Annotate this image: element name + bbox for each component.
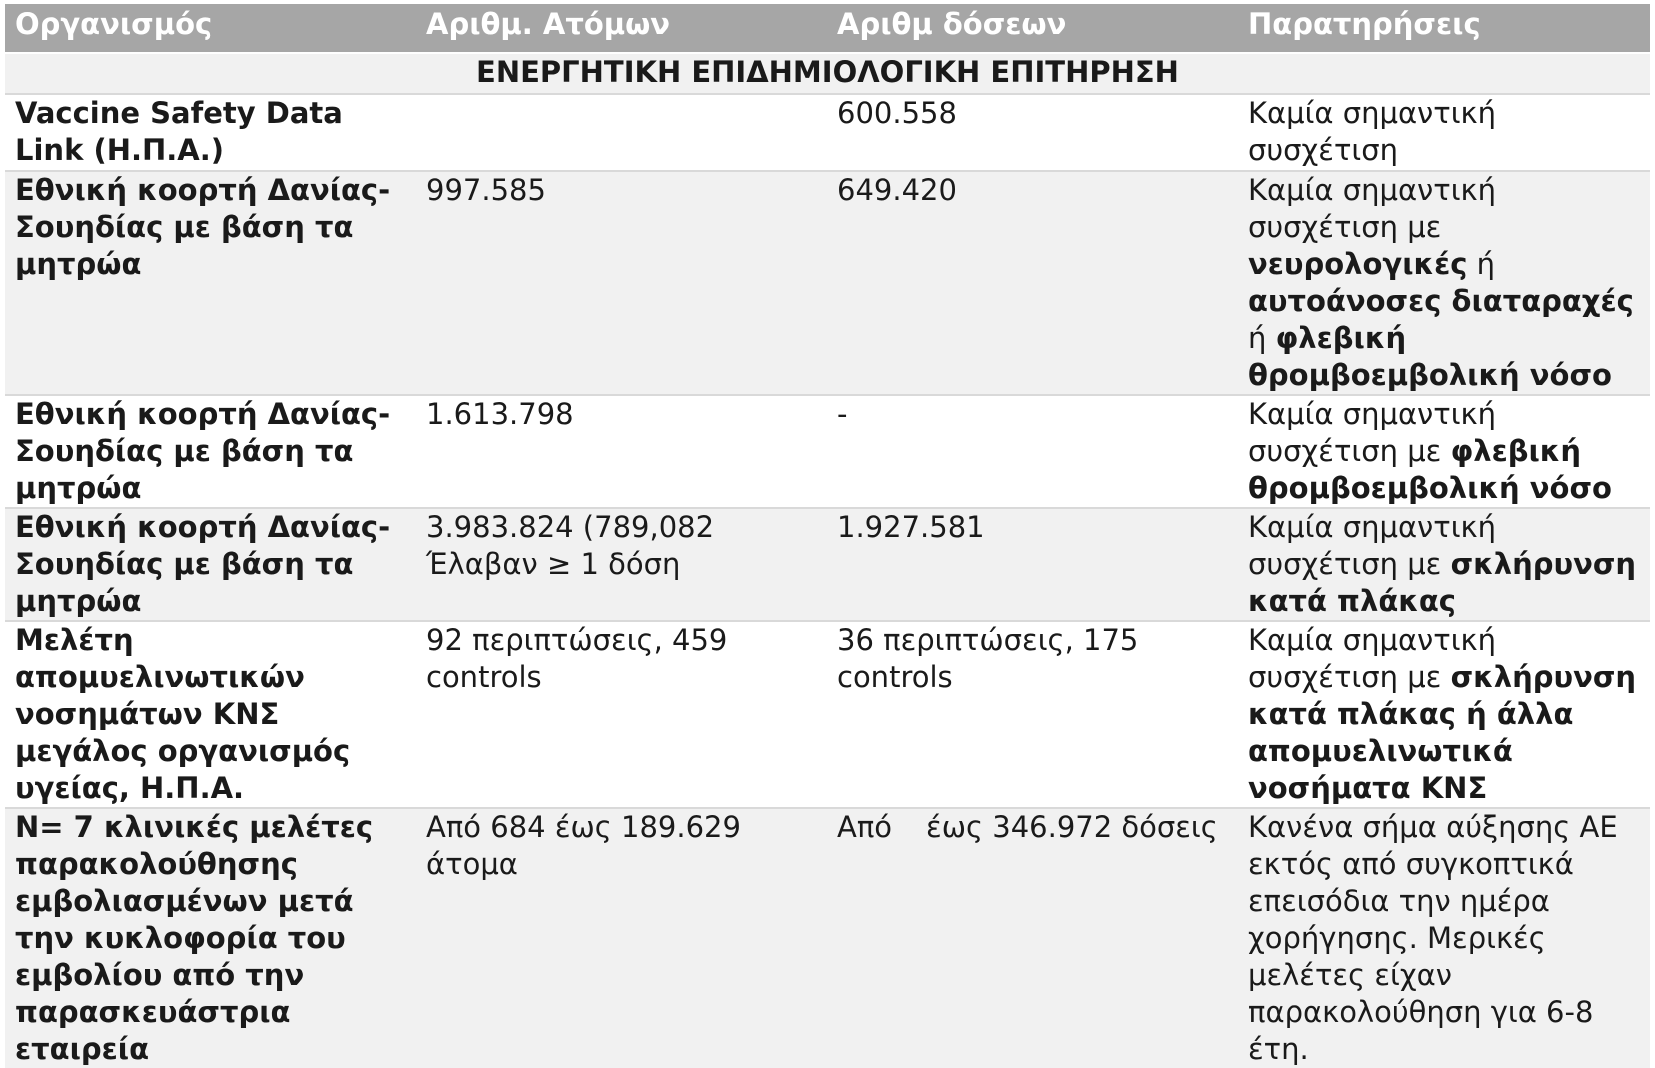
surveillance-table — [5, 4, 1650, 1068]
cell-remarks — [1238, 508, 1650, 621]
cell-doses: - — [827, 395, 1238, 508]
cell-organism: N= 7 κλινικές μελέτες παρακολούθησης εμβολιασμένων μετά την κυκλοφορία του εμβολίου από την παρασκευάστρια εταιρεία — [5, 808, 416, 1068]
cell-doses — [827, 808, 1238, 1068]
cell-persons: 997.585 — [416, 171, 827, 395]
cell-persons: 92 περιπτώσεις, 459 controls — [416, 621, 827, 808]
section-row — [5, 53, 1650, 94]
remarks-text: ή — [1467, 247, 1496, 281]
remarks-text: Καμία σημαντική συσχέτιση με — [1248, 623, 1497, 694]
cell-persons: 1.613.798 — [416, 395, 827, 508]
remarks-text: ή — [1248, 321, 1276, 355]
doses-text: έως 346.972 δόσεις — [926, 810, 1218, 844]
remarks-emphasis: αυτοάνοσες διαταραχές — [1248, 284, 1634, 318]
cell-remarks — [1238, 621, 1650, 808]
header-doses: Αριθμ δόσεων — [827, 4, 1238, 53]
doses-text: Από — [837, 810, 893, 844]
remarks-emphasis: σκλήρυνση κατά πλάκας — [1248, 547, 1637, 618]
cell-organism: Εθνική κοορτή Δανίας-Σουηδίας με βάση τα μητρώα — [5, 395, 416, 508]
table-row — [5, 171, 1650, 395]
cell-organism: Μελέτη απομυελινωτικών νοσημάτων ΚΝΣ μεγάλος οργανισμός υγείας, Η.Π.Α. — [5, 621, 416, 808]
cell-organism: Εθνική κοορτή Δανίας-Σουηδίας με βάση τα μητρώα — [5, 508, 416, 621]
remarks-emphasis: φλεβική θρομβοεμβολική νόσο — [1248, 434, 1612, 505]
table-row — [5, 808, 1650, 1068]
table-row — [5, 395, 1650, 508]
cell-remarks: Καμία σημαντική συσχέτιση — [1238, 94, 1650, 171]
cell-doses: 36 περιπτώσεις, 175 controls — [827, 621, 1238, 808]
cell-remarks: Κανένα σήμα αύξησης ΑΕ εκτός από συγκοπτικά επεισόδια την ημέρα χορήγησης. Μερικές μελέτες είχαν παρακολούθηση για 6-8 έτη. — [1238, 808, 1650, 1068]
table-header-row — [5, 4, 1650, 53]
header-remarks: Παρατηρήσεις — [1238, 4, 1650, 53]
cell-remarks — [1238, 395, 1650, 508]
cell-doses: 600.558 — [827, 94, 1238, 171]
cell-doses: 1.927.581 — [827, 508, 1238, 621]
remarks-emphasis: σκλήρυνση κατά πλάκας ή άλλα απομυελινωτικά νοσήματα ΚΝΣ — [1248, 660, 1637, 805]
header-organism: Οργανισμός — [5, 4, 416, 53]
remarks-text: Καμία σημαντική συσχέτιση με — [1248, 173, 1497, 244]
cell-persons: 3.983.824 (789,082 Έλαβαν ≥ 1 δόση — [416, 508, 827, 621]
table-row — [5, 508, 1650, 621]
remarks-emphasis: νευρολογικές — [1248, 247, 1468, 281]
cell-persons: Από 684 έως 189.629 άτομα — [416, 808, 827, 1068]
cell-remarks — [1238, 171, 1650, 395]
remarks-emphasis: φλεβική θρομβοεμβολική νόσο — [1248, 321, 1612, 392]
remarks-text: Καμία σημαντική συσχέτιση με — [1248, 397, 1497, 468]
table-row — [5, 94, 1650, 171]
table-row — [5, 621, 1650, 808]
remarks-text: Καμία σημαντική συσχέτιση με — [1248, 510, 1497, 581]
cell-organism: Vaccine Safety Data Link (Η.Π.Α.) — [5, 94, 416, 171]
cell-persons — [416, 94, 827, 171]
cell-doses: 649.420 — [827, 171, 1238, 395]
header-persons: Αριθμ. Ατόμων — [416, 4, 827, 53]
cell-organism: Εθνική κοορτή Δανίας-Σουηδίας με βάση τα μητρώα — [5, 171, 416, 395]
section-title: ΕΝΕΡΓΗΤΙΚΗ ΕΠΙΔΗΜΙΟΛΟΓΙΚΗ ΕΠΙΤΗΡΗΣΗ — [5, 53, 1650, 94]
